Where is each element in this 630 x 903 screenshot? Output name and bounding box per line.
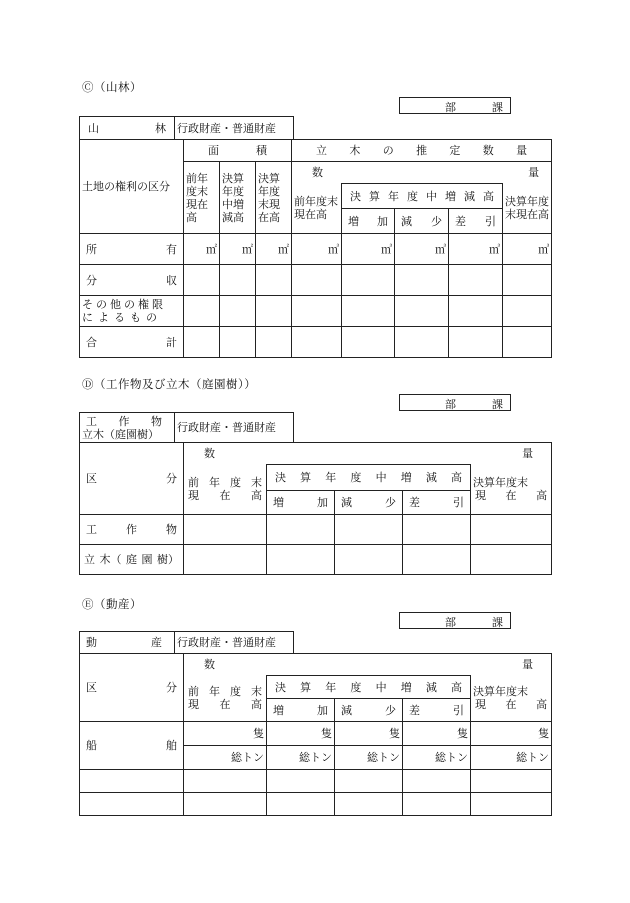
section-c-table (79, 139, 552, 358)
section-d-table (79, 442, 552, 575)
area-change: 決算年度中増減高 (220, 162, 256, 234)
unit-ton: 総トン (471, 746, 552, 770)
unit-ton: 総トン (267, 746, 335, 770)
section-e-table (79, 653, 552, 816)
num-qty-e: 数 量 (184, 654, 552, 676)
unit-ton: 総トン (184, 746, 267, 770)
decrease-e: 減 少 (335, 699, 403, 722)
row-tachiki: 立 木（ 庭 園 樹） (80, 545, 184, 575)
unit-seki: 隻 (403, 722, 471, 746)
dept-box-d (399, 394, 511, 411)
land-rights-label: 土地の権利の区分 (80, 140, 184, 234)
increase-d: 増 加 (267, 491, 335, 515)
row-other-rights: その他の権限 によるもの (80, 296, 184, 327)
unit-m2: ㎡ (184, 234, 220, 265)
diff-e: 差 引 (403, 699, 471, 722)
header-yamabayashi: 山 林 (80, 117, 175, 140)
row-bunshu: 分 収 (80, 265, 184, 296)
vol-num-qty: 数 量 (292, 162, 552, 184)
mid-d: 決 算 年 度 中 増 減 高 (267, 465, 471, 491)
unit-m3: ㎥ (395, 234, 449, 265)
dept-bu: 部 (445, 398, 456, 411)
unit-seki: 隻 (184, 722, 267, 746)
dept-ka: 課 (492, 398, 503, 411)
num-qty-d: 数 量 (184, 443, 552, 465)
unit-ton: 総トン (403, 746, 471, 770)
section-c-header (79, 116, 294, 140)
end-e: 決算年度末 現 在 高 (471, 676, 552, 722)
kubun-label-e: 区 分 (80, 654, 184, 722)
volume-header: 立 木 の 推 定 数 量 (292, 140, 552, 162)
vol-prev: 前年度末現在高 (292, 184, 342, 234)
vol-diff: 差 引 (449, 209, 503, 234)
vol-end: 決算年度末現在高 (503, 184, 552, 234)
vol-decrease: 減 少 (395, 209, 449, 234)
row-total: 合 計 (80, 327, 184, 358)
area-end: 決算年度末現在高 (256, 162, 292, 234)
unit-m3: ㎥ (292, 234, 342, 265)
dept-bu: 部 (445, 616, 456, 629)
section-d-header (79, 412, 294, 443)
section-c-title: Ⓒ（山林） (82, 80, 142, 94)
prev-d: 前 年 度 末 現 在 高 (184, 465, 267, 515)
dept-bu: 部 (445, 101, 456, 114)
unit-seki: 隻 (267, 722, 335, 746)
unit-seki: 隻 (335, 722, 403, 746)
dept-ka: 課 (492, 616, 503, 629)
increase-e: 増 加 (267, 699, 335, 722)
decrease-d: 減 少 (335, 491, 403, 515)
header-kousakubutsu: 工 作 物 立木（庭園樹） (80, 413, 175, 443)
vol-increase: 増 加 (342, 209, 395, 234)
area-prev: 前年度末現在高 (184, 162, 220, 234)
section-e-header (79, 631, 294, 654)
section-d-title: Ⓓ（工作物及び立木（庭園樹）） (82, 377, 257, 391)
header-dousan: 動 産 (80, 632, 175, 654)
row-senpaku: 船 舶 (80, 722, 184, 770)
area-header: 面 積 (184, 140, 292, 162)
category-label-c: 行政財産・普通財産 (175, 117, 294, 140)
unit-m3: ㎥ (449, 234, 503, 265)
dept-box-e (399, 612, 511, 629)
dept-box-c (399, 97, 511, 114)
unit-m2: ㎡ (220, 234, 256, 265)
prev-e: 前 年 度 末 現 在 高 (184, 676, 267, 722)
category-label-e: 行政財産・普通財産 (175, 632, 294, 654)
unit-m3: ㎥ (342, 234, 395, 265)
unit-seki: 隻 (471, 722, 552, 746)
unit-m2: ㎡ (256, 234, 292, 265)
section-e-title: Ⓔ（動産） (82, 597, 142, 611)
end-d: 決算年度末 現 在 高 (471, 465, 552, 515)
row-kousakubutsu: 工 作 物 (80, 515, 184, 545)
row-shoyu: 所 有 (80, 234, 184, 265)
unit-m3: ㎥ (503, 234, 552, 265)
dept-ka: 課 (492, 101, 503, 114)
mid-e: 決 算 年 度 中 増 減 高 (267, 676, 471, 699)
kubun-label-d: 区 分 (80, 443, 184, 515)
vol-mid: 決 算 年 度 中 増 減 高 (342, 184, 503, 209)
diff-d: 差 引 (403, 491, 471, 515)
unit-ton: 総トン (335, 746, 403, 770)
category-label-d: 行政財産・普通財産 (175, 413, 294, 443)
